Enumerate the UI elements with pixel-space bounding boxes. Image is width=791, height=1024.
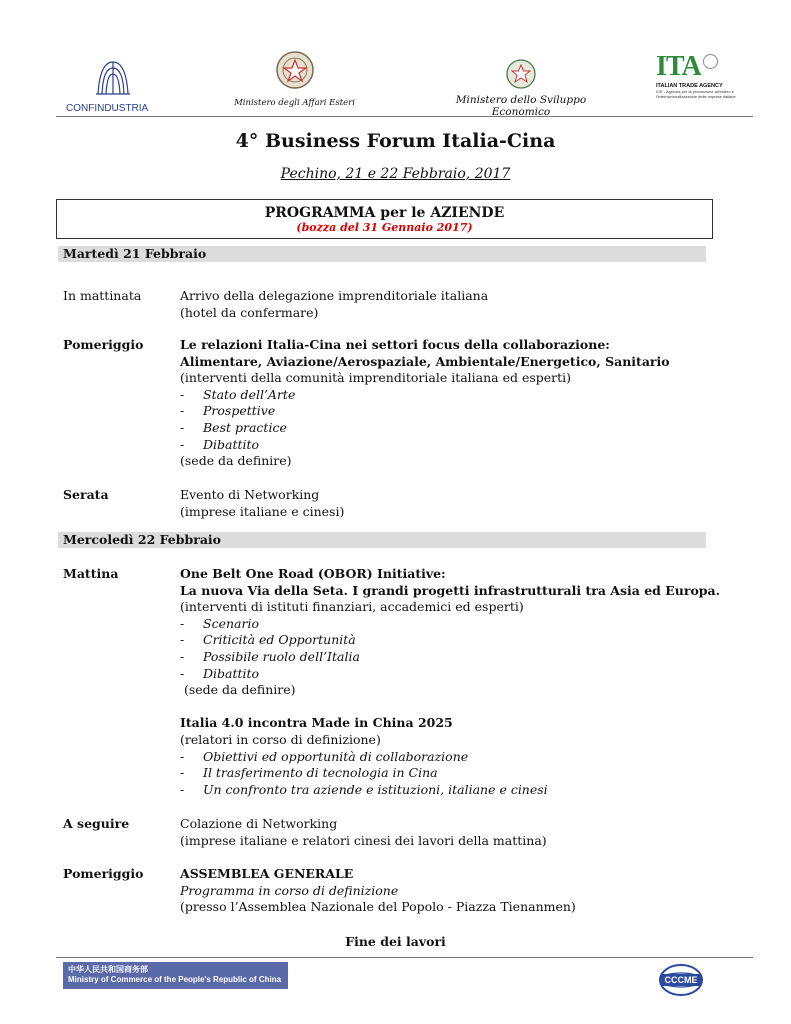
label-pomeriggio-1: Pomeriggio (63, 337, 144, 352)
pomeriggio1-content (180, 337, 740, 470)
label-in-mattinata: In mattinata (63, 288, 142, 303)
label-serata: Serata (63, 487, 109, 502)
programma-heading: PROGRAMMA per le AZIENDE (264, 205, 505, 221)
assemblea-program: Programma in corso di definizione (180, 882, 399, 898)
aseguire-line2: (imprese italiane e relatori cinesi dei lavori della mattina) (180, 832, 547, 848)
mofcom-en-text: Ministry of Commerce of the People's Republic of China (68, 975, 282, 984)
pomeriggio1-sectors: Alimentare, Aviazione/Aerospaziale, Ambientale/Energetico, Sanitario (180, 353, 670, 369)
mise-text: Ministero dello Sviluppo Economico (455, 94, 587, 118)
page-title: 4° Business Forum Italia-Cina (235, 130, 556, 152)
list-item: - Dibattito (180, 665, 260, 681)
day2-header: Mercoledì 22 Febbraio (58, 532, 706, 548)
list-item: - Prospettive (180, 403, 276, 419)
cccme-logo (657, 962, 705, 998)
draft-date: (bozza del 31 Gennaio 2017) (296, 221, 473, 234)
list-item: - Il trasferimento di tecnologia in Cina (180, 765, 438, 781)
serata-content (180, 487, 740, 520)
assemblea-location: (presso l’Assemblea Nazionale del Popolo - Piazza Tienanmen) (180, 899, 576, 915)
confindustria-emblem-icon (66, 58, 161, 98)
mofcom-cn-text: 中华人民共和国商务部 (68, 965, 148, 974)
list-item: - Possibile ruolo dell’Italia (180, 648, 360, 664)
mae-text: Ministero degli Affari Esteri (234, 98, 355, 108)
italia40-note: (relatori in corso di definizione) (180, 731, 381, 747)
aseguire-content (180, 816, 740, 849)
list-item: - Dibattito (180, 436, 260, 452)
list-item: - Un confronto tra aziende e istituzioni, italiane e cinesi (180, 781, 548, 797)
ita-badge-icon (703, 54, 718, 69)
list-item: - Scenario (180, 615, 259, 631)
day1-header: Martedì 21 Febbraio (58, 246, 706, 262)
ita-wordmark: ITA (656, 51, 701, 82)
cccme-text: CCCME (664, 975, 698, 985)
bottom-divider (56, 957, 753, 958)
serata-line1: Evento di Networking (180, 487, 320, 502)
obor-note: (interventi di istituti finanziari, accademici ed esperti) (180, 599, 524, 615)
pomeriggio1-sede: (sede da definire) (180, 453, 292, 469)
mattina-sede: (sede da definire) (180, 682, 296, 698)
aseguire-line1: Colazione di Networking (180, 816, 338, 831)
italian-emblem-small-icon (505, 58, 537, 90)
list-item: - Best practice (180, 419, 287, 435)
page-subtitle: Pechino, 21 e 22 Febbraio, 2017 (280, 166, 511, 182)
top-divider (56, 116, 753, 117)
programma-box (56, 199, 713, 239)
pomeriggio2-content (180, 866, 740, 916)
list-item: - Obiettivi ed opportunità di collaborazione (180, 748, 469, 764)
logo-bar (0, 0, 791, 120)
end-of-program: Fine dei lavori (345, 934, 446, 949)
list-item: - Stato dell’Arte (180, 386, 296, 402)
italia40-title: Italia 4.0 incontra Made in China 2025 (180, 715, 453, 731)
mattina-content (180, 566, 740, 798)
assemblea-title: ASSEMBLEA GENERALE (180, 866, 354, 881)
ita-subtitle: ITALIAN TRADE AGENCY (656, 83, 723, 89)
label-pomeriggio-2: Pomeriggio (63, 866, 144, 881)
ita-logo (656, 52, 741, 112)
serata-line2: (imprese italiane e cinesi) (180, 503, 345, 519)
ita-description: ICE - Agenzia per la promozione all'estero e l'internazionalizzazione delle imprese italiane (656, 89, 736, 99)
label-a-seguire: A seguire (63, 816, 130, 831)
mae-logo (232, 48, 357, 113)
mattinata-line1: Arrivo della delegazione imprenditoriale italiana (180, 288, 489, 303)
mattinata-line2: (hotel da confermare) (180, 304, 319, 320)
mattinata-content (180, 288, 740, 321)
italian-emblem-icon (273, 48, 317, 92)
label-mattina: Mattina (63, 566, 119, 581)
mofcom-logo (63, 962, 288, 989)
mise-logo (432, 58, 610, 118)
pomeriggio1-note: (interventi della comunità imprenditoriale italiana ed esperti) (180, 370, 572, 386)
obor-title: One Belt One Road (OBOR) Initiative: (180, 566, 446, 581)
obor-subtitle: La nuova Via della Seta. I grandi progetti infrastrutturali tra Asia ed Europa. (180, 582, 720, 598)
list-item: - Criticità ed Opportunità (180, 632, 356, 648)
confindustria-text: CONFINDUSTRIA (66, 103, 149, 114)
confindustria-logo (66, 58, 161, 113)
pomeriggio1-topic: Le relazioni Italia-Cina nei settori focus della collaborazione: (180, 337, 610, 352)
